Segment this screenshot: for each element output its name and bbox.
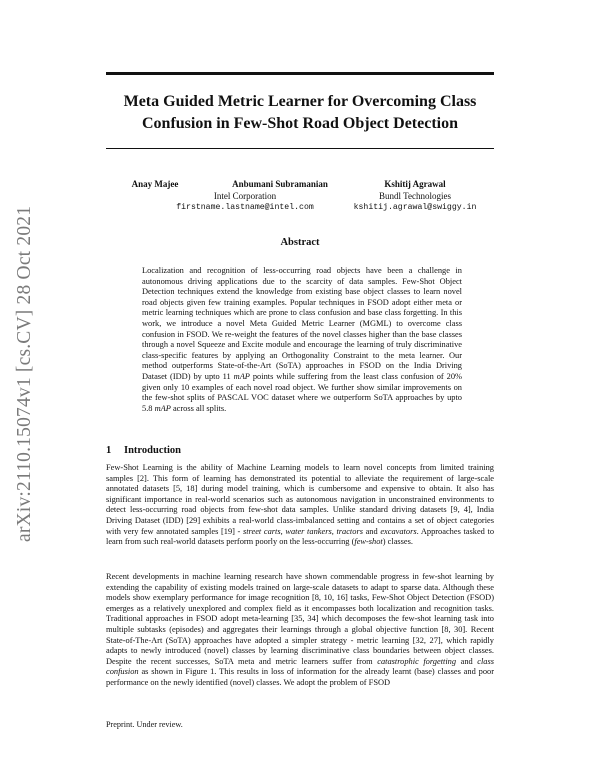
map-metric: mAP [154, 403, 171, 413]
author-block-2 [150, 178, 340, 214]
section-number: 1 [106, 445, 112, 456]
title-top-rule [106, 72, 494, 75]
author-name: Anbumani Subramanian [232, 179, 328, 189]
author-affiliation: Bundl Technologies [379, 191, 451, 201]
intro-paragraph-1: Few-Shot Learning is the ability of Machine Learning models to learn novel concepts from limited training samples [2]. This form of learning has demonstrated its potential to alleviate the requirement of large-scale annotated datasets [5, 18] during model training, which is cumbersome and expensive to obtain. It also has significant importance in real-world scenarios such as autonomous navigation in unconstrained environments to detect less-occurring road objects from few-shot data samples. Unlike standard driving datasets [9, 4], India Driving Dataset (IDD) [29] exhibits a real-world class-imbalanced setting and contains a set of object categories with very few annotated samples [19] - street carts, water tankers, tractors and excavators. Approaches tasked to learn from such real-world datasets perform poorly on the less-occurring (few-shot) classes. [106, 463, 495, 547]
map-metric: mAP [233, 371, 250, 381]
author-block-3 [330, 178, 500, 214]
intro-paragraph-2: Recent developments in machine learning research have shown commendable progress in few-shot learning by extending the capability of existing models trained on large-scale datasets to adapt to sparse data. Although these models show exemplary performance for image recognition [8, 10, 16] tasks, Few-Shot Object Detection (FSOD) emerges as a relatively unexplored and complex field as it encompasses both localization and recognition tasks. Traditional approaches in FSOD adopt meta-learning [35, 34] which decomposes the few-shot learning task into multiple subtasks (episodes) and aggregates their learnings through a global objective function [8, 30]. Recent State-of-The-Art (SoTA) approaches have adopted a simpler strategy - metric learning [32, 27], which rapidly adapts to newly introduced (novel) classes by learning discriminative class boundaries between object classes. Despite the recent successes, SoTA meta and metric learners suffer from catastrophic forgetting and class confusion as shown in Figure 1. This results in loss of information for the already learnt (base) classes and poor performance on the newly identified (novel) classes. We adopt the problem of FSOD [106, 572, 494, 687]
section-heading [106, 445, 181, 456]
author-email: kshitij.agrawal@swiggy.in [353, 203, 477, 212]
title-bottom-rule [106, 148, 494, 149]
paper-title: Meta Guided Metric Learner for Overcoming Class Confusion in Few-Shot Road Object Detection [123, 93, 477, 132]
author-email: firstname.lastname@intel.com [176, 203, 314, 212]
author-name: Anay Majee [131, 179, 179, 189]
abstract-text: Localization and recognition of less-occurring road objects have been a challenge in autonomous driving applications due to the scarcity of data samples. Few-Shot Object Detection techniques extend the knowledge from existing base object classes to learn novel road objects given few training examples. Popular techniques in FSOD adopt either meta or metric learning techniques which are prone to class confusion and base class forgetting. In this work, we introduce a novel Meta Guided Metric Learner (MGML) to overcome class confusion in FSOD. We re-weight the features of the novel classes higher than the base classes through a novel Squeeze and Excite module and encourage the learning of truly discriminative class-specific features by applying an Orthogonality Constraint to the meta learner. Our method outperforms State-of-the-Art (SoTA) approaches in FSOD on the India Driving Dataset (IDD) by upto 11 mAP points while suffering from the least class confusion of 20% given only 10 examples of each novel road object. We further show similar improvements on the few-shot splits of PASCAL VOC dataset where we outperform SoTA approaches by upto 5.8 mAP across all splits. [142, 266, 463, 413]
author-name: Kshitij Agrawal [384, 179, 446, 189]
author-affiliation: Intel Corporation [213, 191, 277, 201]
preprint-footer: Preprint. Under review. [106, 720, 183, 729]
arxiv-identifier-stamp: arXiv:2110.15074v1 [cs.CV] 28 Oct 2021 [14, 205, 35, 542]
section-title: Introduction [124, 445, 181, 456]
abstract-heading: Abstract [280, 237, 320, 248]
